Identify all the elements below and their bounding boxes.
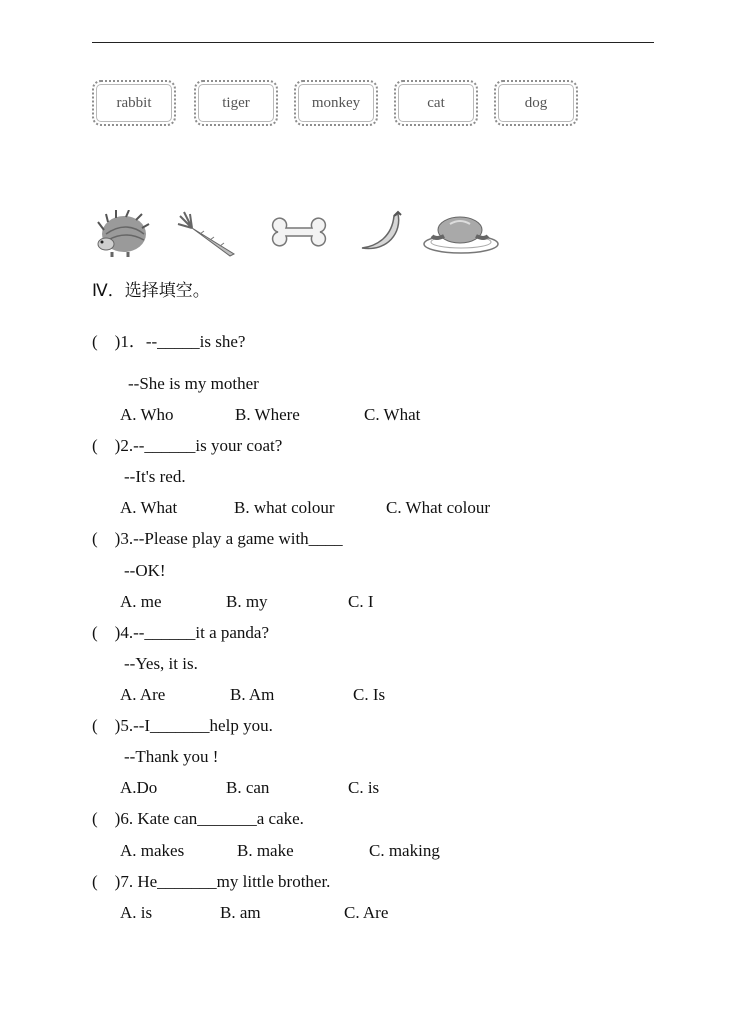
- hedgehog-icon: [94, 210, 150, 258]
- question-2-stem: ( )2.--______is your coat?: [92, 436, 283, 455]
- question-4-option-b: B. Am: [230, 685, 275, 704]
- question-3-stem: ( )3.--Please play a game with____: [92, 529, 343, 548]
- question-2-option-b: B. what colour: [234, 498, 335, 517]
- question-4-option-c: C. Is: [353, 685, 386, 704]
- question-1-option-c: C. What: [364, 405, 421, 424]
- header-rule: [92, 42, 654, 43]
- question-5-reply: --Thank you !: [124, 747, 219, 766]
- picture-row: [92, 210, 512, 260]
- question-7-option-a: A. is: [120, 903, 153, 922]
- question-3-option-c: C. I: [348, 592, 374, 611]
- banana-icon: [358, 210, 404, 256]
- question-1-option-a: A. Who: [120, 405, 174, 424]
- question-3-reply: --OK!: [124, 561, 166, 580]
- question-7-option-c: C. Are: [344, 903, 389, 922]
- word-card-dog: dog: [494, 80, 578, 126]
- question-4-option-a: A. Are: [120, 685, 166, 704]
- word-card-tiger: tiger: [194, 80, 278, 126]
- section-title: Ⅳ．选择填空。: [92, 281, 210, 301]
- question-1-stem: ( )1．--_____is she?: [92, 332, 246, 351]
- question-5-stem: ( )5.--I_______help you.: [92, 716, 273, 735]
- carrot-icon: [176, 210, 236, 258]
- question-5-option-b: B. can: [226, 778, 270, 797]
- question-2-option-c: C. What colour: [386, 498, 491, 517]
- question-4-reply: --Yes, it is.: [124, 654, 198, 673]
- roast-chicken-icon: [422, 210, 500, 256]
- question-6-stem: ( )6. Kate can_______a cake.: [92, 809, 304, 828]
- question-5-option-c: C. is: [348, 778, 380, 797]
- question-7-stem: ( )7. He_______my little brother.: [92, 872, 331, 891]
- word-card-cat: cat: [394, 80, 478, 126]
- question-6-option-a: A. makes: [120, 841, 185, 860]
- question-6-option-c: C. making: [369, 841, 440, 860]
- word-card-row: [92, 80, 592, 128]
- question-3-option-b: B. my: [226, 592, 268, 611]
- question-1-option-b: B. Where: [235, 405, 300, 424]
- question-3-option-a: A. me: [120, 592, 162, 611]
- question-6-option-b: B. make: [237, 841, 294, 860]
- word-card-rabbit: rabbit: [92, 80, 176, 126]
- question-5-option-a: A.Do: [120, 778, 158, 797]
- word-card-monkey: monkey: [294, 80, 378, 126]
- question-4-stem: ( )4.--______it a panda?: [92, 623, 270, 642]
- question-7-option-b: B. am: [220, 903, 261, 922]
- question-2-reply: --It's red.: [124, 467, 186, 486]
- bone-icon: [268, 210, 330, 250]
- question-1-reply: --She is my mother: [128, 374, 259, 393]
- question-2-option-a: A. What: [120, 498, 178, 517]
